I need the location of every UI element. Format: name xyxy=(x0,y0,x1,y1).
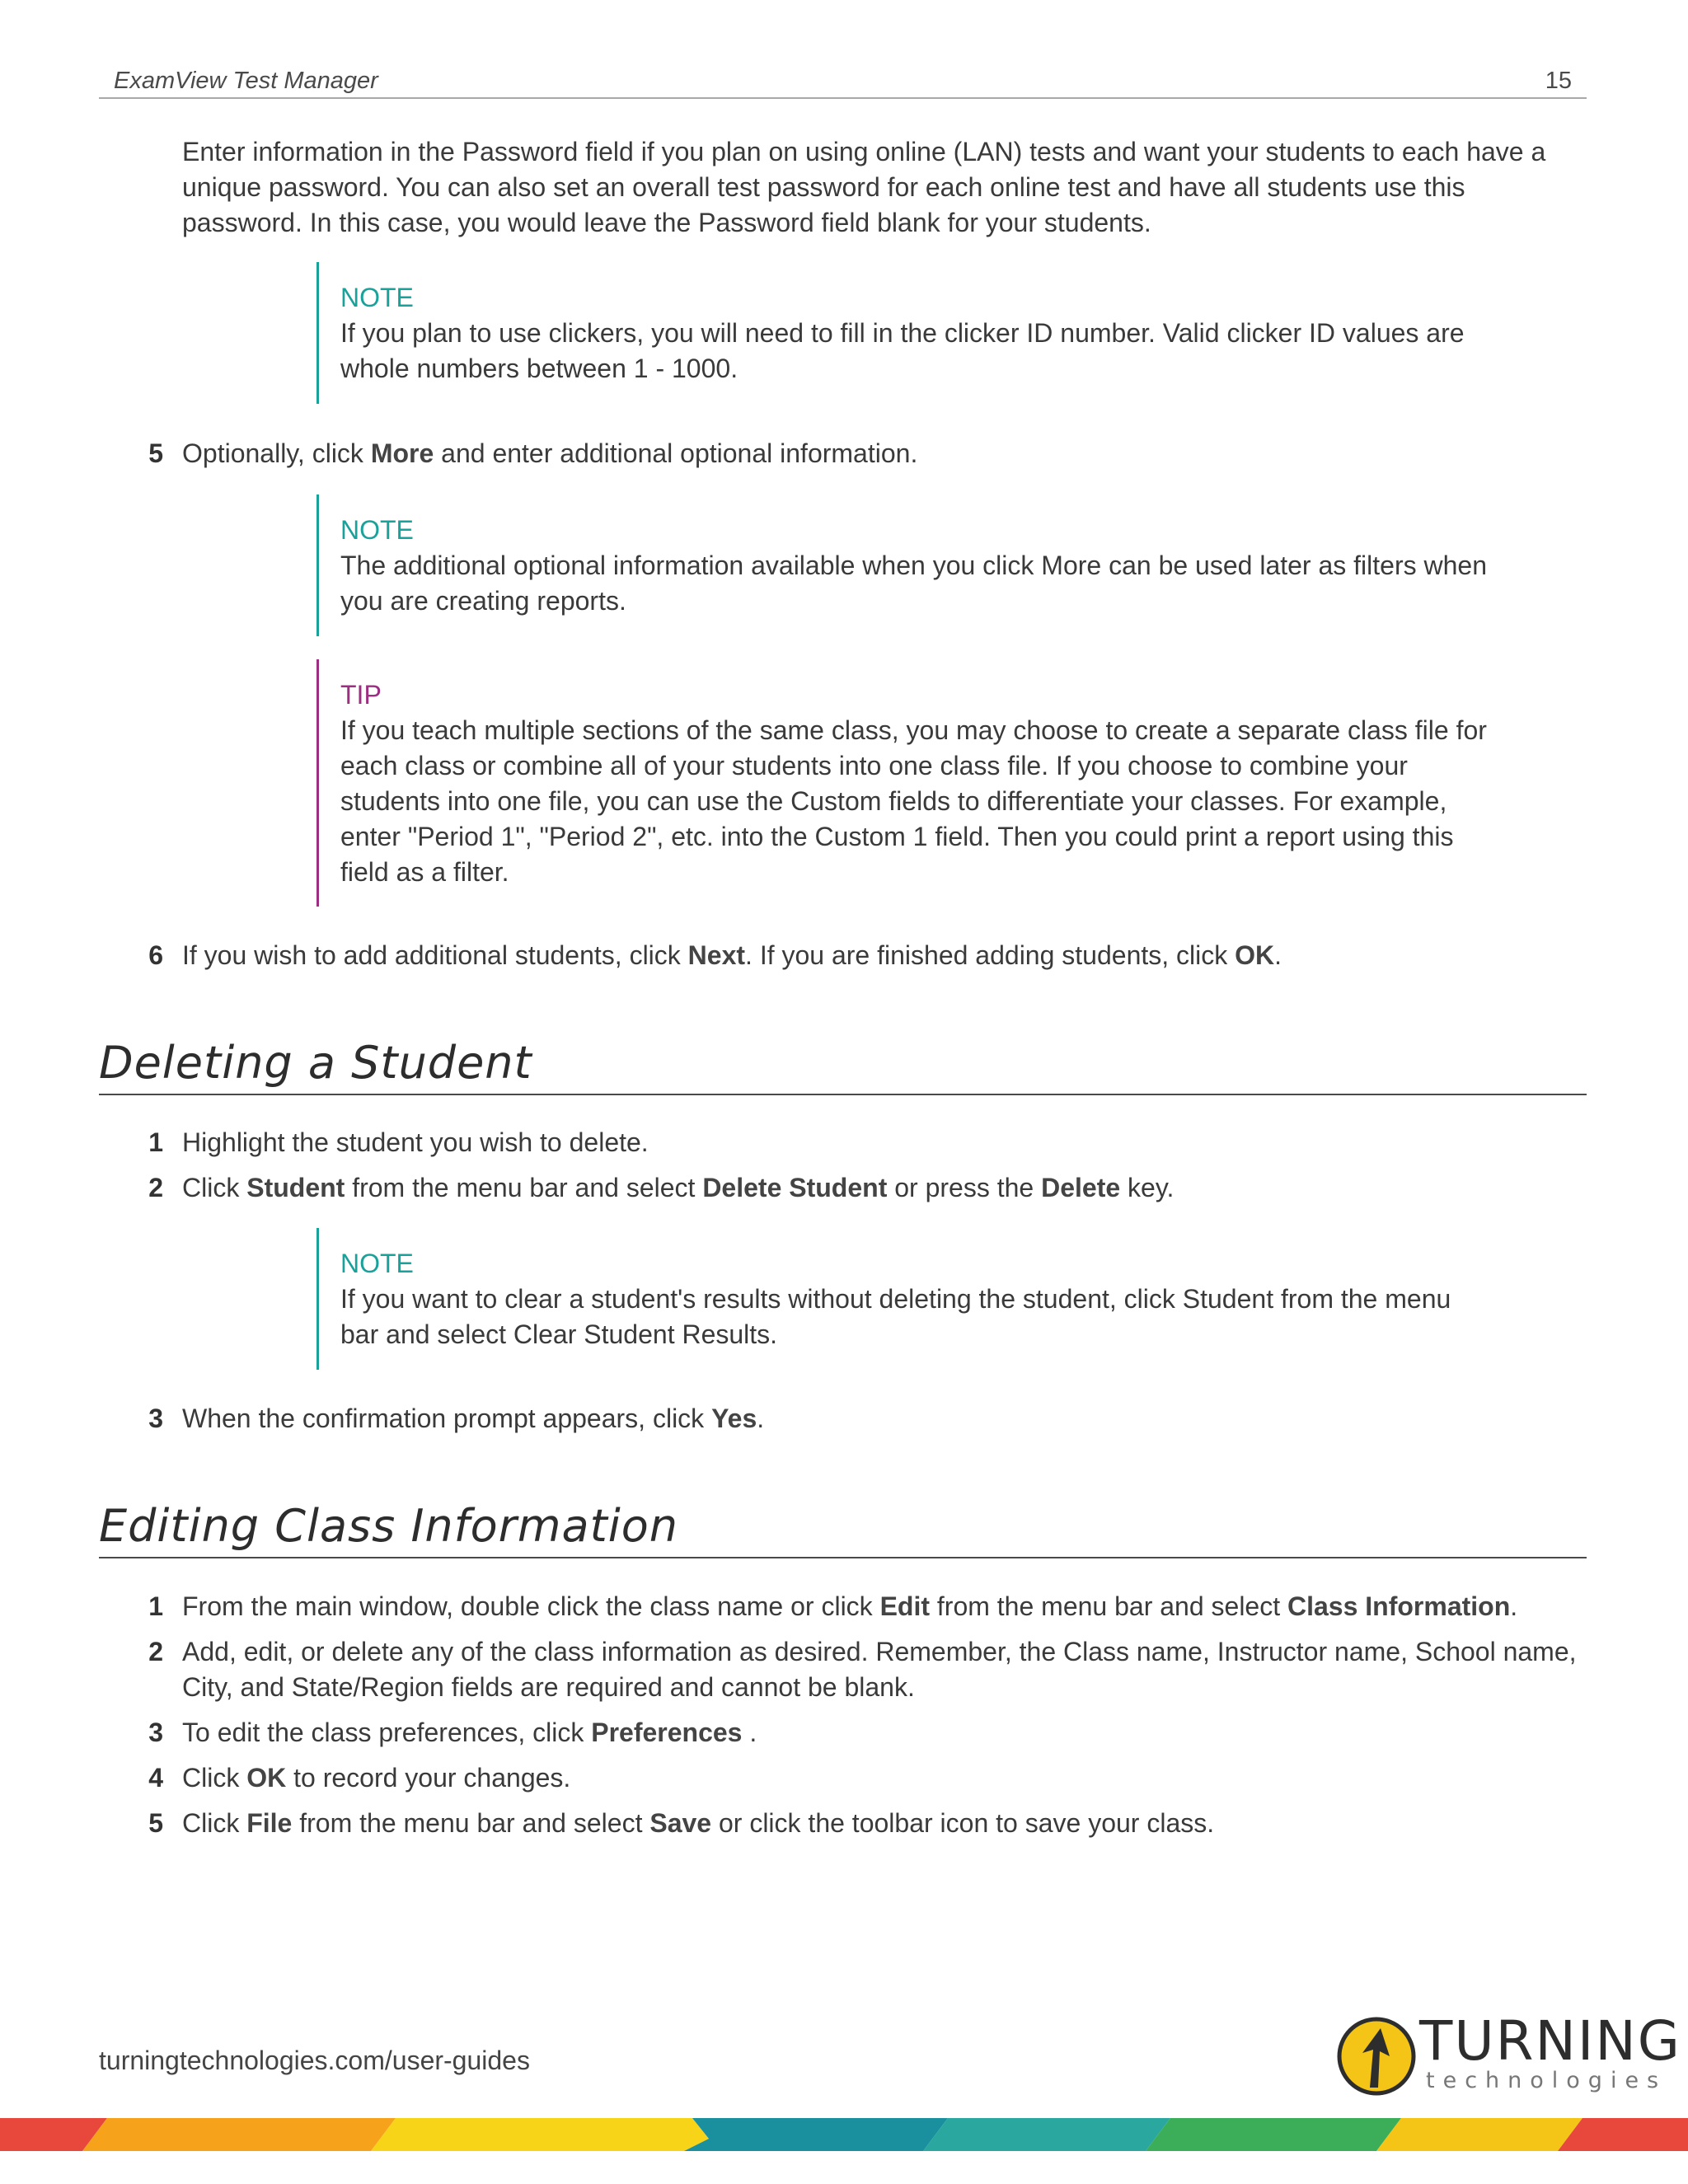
step-text: Optionally, click More and enter additional optional information. xyxy=(182,438,918,468)
tip-label: TIP xyxy=(340,680,382,710)
note-label: NOTE xyxy=(340,515,414,545)
ui-term-delete-key: Delete xyxy=(1041,1173,1121,1202)
tip-text: If you teach multiple sections of the same class, you may choose to create a separate class file for each class or combine all of your students into one class file. If you choose to combine your students into one file, you can use the Custom fields to differentiate your classes. For example, enter "Period 1", "Period 2", etc. into the Custom 1 field. Then you could print a report using this field as a filter. xyxy=(340,715,1487,887)
ui-term-file: File xyxy=(246,1808,293,1838)
ui-term-more: More xyxy=(370,438,434,468)
step-text: If you wish to add additional students, click Next. If you are finished adding students, click OK. xyxy=(182,940,1282,970)
turning-arrow-icon xyxy=(1335,2015,1418,2097)
page-header xyxy=(99,63,1587,99)
ui-term-delete-student: Delete Student xyxy=(702,1173,888,1202)
step-text: Highlight the student you wish to delete. xyxy=(182,1127,649,1157)
ui-term-ok: OK xyxy=(246,1763,287,1793)
logo-wordmark: TURNING xyxy=(1419,2009,1681,2073)
note-text: The additional optional information available when you click More can be used later as filters when you are creating reports. xyxy=(340,551,1487,616)
section-deleting-student xyxy=(99,1034,1587,1095)
note-label: NOTE xyxy=(340,283,414,312)
note-clicker-id xyxy=(316,262,1494,404)
turning-technologies-logo xyxy=(1335,2009,1681,2102)
step-text: Click File from the menu bar and select Save or click the toolbar icon to save your class. xyxy=(182,1808,1215,1838)
intro-paragraph: Enter information in the Password field if you plan on using online (LAN) tests and want your students to each have a unique password. You can also set an overall test password for each online test and have all students use this password. In this case, you would leave the Password field blank for your students. xyxy=(182,137,1546,237)
page-number: 15 xyxy=(1545,68,1572,94)
step-number: 5 xyxy=(148,1808,163,1838)
note-text: If you plan to use clickers, you will need to fill in the clicker ID number. Valid clicker ID values are whole numbers between 1 - 1000. xyxy=(340,318,1465,383)
step-number: 4 xyxy=(148,1763,163,1793)
step-number: 3 xyxy=(148,1718,163,1747)
note-text: If you want to clear a student's results without deleting the student, click Student from the menu bar and select Clear Student Results. xyxy=(340,1284,1451,1349)
tip-multiple-sections xyxy=(316,659,1494,907)
ui-term-yes: Yes xyxy=(711,1404,757,1433)
section-editing-class-info xyxy=(99,1497,1587,1558)
ui-term-save: Save xyxy=(649,1808,712,1838)
step-number: 1 xyxy=(148,1591,163,1621)
step-text: Add, edit, or delete any of the class information as desired. Remember, the Class name, Instructor name, School name, City, and State/Region fields are required and cannot be blank. xyxy=(182,1637,1577,1702)
step-number: 5 xyxy=(148,438,163,468)
ui-term-edit: Edit xyxy=(879,1591,930,1621)
ui-term-class-information: Class Information xyxy=(1287,1591,1511,1621)
note-clear-results xyxy=(316,1228,1494,1370)
ui-term-next: Next xyxy=(687,940,746,970)
step-text: Click OK to record your changes. xyxy=(182,1763,571,1793)
ui-term-preferences: Preferences xyxy=(591,1718,743,1747)
step-text: When the confirmation prompt appears, click Yes. xyxy=(182,1404,765,1433)
step-number: 6 xyxy=(148,940,163,970)
step-number: 1 xyxy=(148,1127,163,1157)
footer-link[interactable]: turningtechnologies.com/user-guides xyxy=(99,2046,530,2075)
step-number: 3 xyxy=(148,1404,163,1433)
step-number: 2 xyxy=(148,1173,163,1202)
header-title: ExamView Test Manager xyxy=(114,68,378,94)
note-label: NOTE xyxy=(340,1249,414,1278)
step-text: Click Student from the menu bar and select Delete Student or press the Delete key. xyxy=(182,1173,1175,1202)
note-optional-info xyxy=(316,494,1494,636)
step-text: To edit the class preferences, click Preferences . xyxy=(182,1718,757,1747)
ui-term-ok: OK xyxy=(1235,940,1275,970)
step-number: 2 xyxy=(148,1637,163,1666)
logo-subtext: technologies xyxy=(1426,2068,1667,2093)
section-title: Deleting a Student xyxy=(99,1037,532,1089)
step-text: From the main window, double click the class name or click Edit from the menu bar and select Class Information. xyxy=(182,1591,1518,1621)
section-title: Editing Class Information xyxy=(99,1500,679,1552)
ui-term-student: Student xyxy=(246,1173,345,1202)
footer-color-stripe xyxy=(0,2118,1688,2151)
